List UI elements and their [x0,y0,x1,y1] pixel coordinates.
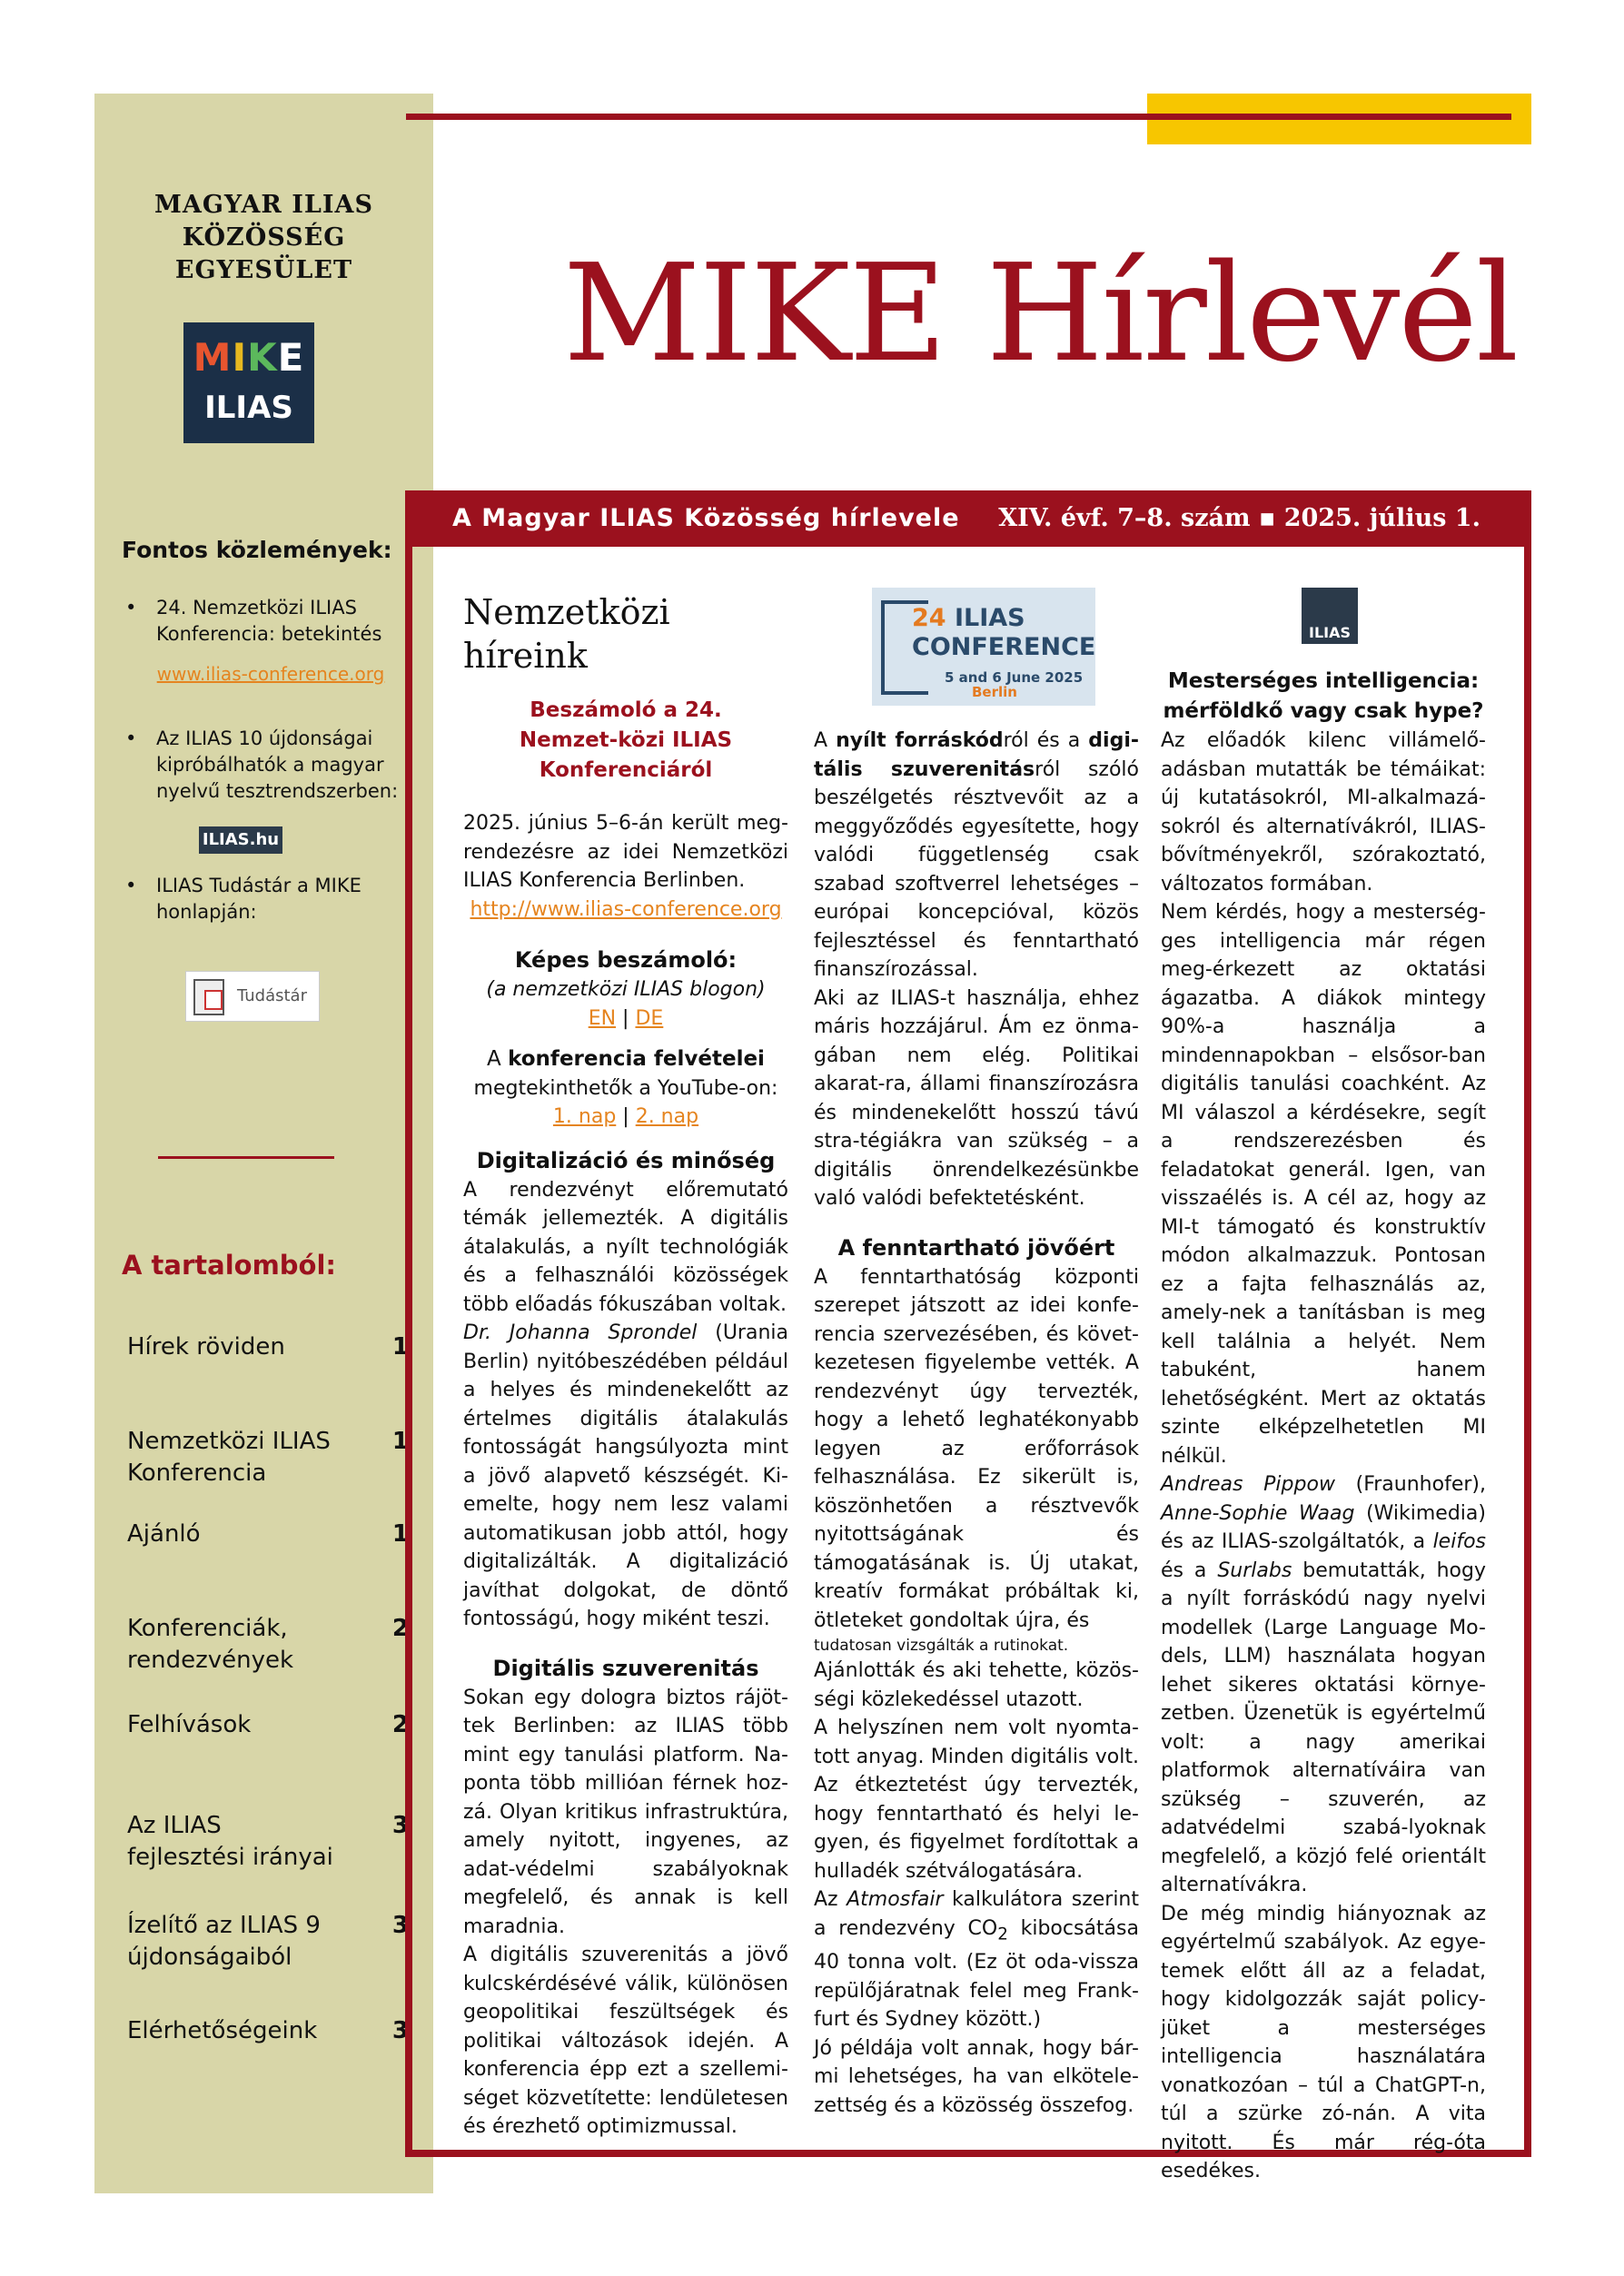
toc-item[interactable]: Elérhetőségeink 3 [127,2017,409,2044]
photo-report-heading: Képes beszámoló: [514,947,738,973]
tudastar-button[interactable]: Tudástár [185,971,320,1022]
day2-video-link[interactable]: 2. nap [635,1105,699,1128]
bullet-icon: • [125,727,137,749]
column-1: Nemzetközi híreink Beszámoló a 24. Nemzet-közi ILIAS Konferenciáról 2025. június 5–6-án került meg-rendezésre az idei Nemzetközi ILIAS Konferencia Berlinben. http://www.ilias-conference.org Képes beszámoló: (a nemzetközi ILIAS blogon) EN | DE A konferencia felvételei megtekinthetők a YouTube-on: 1. nap | 2. nap Digitalizáció és minőség A rendezvényt előremutató témák jellemezték. A digitális átalakulás, a nyílt technológiák és a felhasználói közösségek több előadás fókuszában voltak. Dr. Johanna Sprondel (Urania Berlin) nyitóbeszédében például a helyes és mindenekelőtt az értelmes digitális átalakulás fontosságát hangsúlyozta mint a jövő alapvető készségét. Ki-emelte, hogy nem lesz valami automatikusan jobb attól, hogy digitalizálták. A digitalizáció javíthat dolgokat, de döntő fontosságú, hogy miként teszi. Digitális szuverenitás Sokan egy dologra biztos rájöt-tek Berlinben: az ILIAS több mint egy tanulási platform. Na-ponta több millióan férnek hoz-zá. Olyan kritikus infrastruktúra, amely nyitott, ingyenes, az adat-védelmi szabályoknak megfelelő, és annak is kell maradnia. A digitális szuverenitás a jövő kulcskérdésévé válik, különösen geopolitikai feszültségek és politikai változások idején. A konferencia épp ezt a szellemi-séget közvetítette: lendületesen és érezhető optimizmussal. [463,592,788,2138]
sustainability-heading: A fenntartható jövőért [837,1234,1115,1261]
announcement-item: • ILIAS Tudástár a MIKE honlapján: [125,875,361,923]
toc-item[interactable]: Ízelítő az ILIAS 9 újdonságaiból 3 [127,1912,409,1971]
toc-item[interactable]: Nemzetközi ILIAS Konferencia 1 [127,1428,409,1487]
mike-ilias-logo [183,322,314,443]
ilias-conference-logo: 24 ILIAS CONFERENCE 5 and 6 June 2025 Berlin [872,588,1095,706]
toc-item[interactable]: Az ILIAS fejlesztési irányai 3 [127,1812,409,1871]
day1-video-link[interactable]: 1. nap [552,1105,617,1128]
photo-report-sub: (a nemzetközi ILIAS blogon) [486,978,766,1001]
sovereignty-heading: Digitális szuverenitás [492,1655,759,1681]
top-rule [406,114,1511,120]
bullet-icon: • [125,875,137,896]
logo-mike-text: MIKE [193,335,305,380]
toc-heading: A tartalomból: [122,1250,337,1281]
sidebar [94,94,433,2193]
knowledge-base-icon [193,979,224,1015]
announcement-item: • Az ILIAS 10 újdonságai kipróbálhatók a magyar nyelvű tesztrendszerben: [125,727,399,802]
banner-issue-info: XIV. évf. 7–8. szám ▪ 2025. július 1. [998,504,1480,532]
ai-heading: Mesterséges intelligencia: mérföldkő vagy csak hype? [1163,669,1484,723]
intro-text: 2025. június 5–6-án került meg-rendezésre az idei Nemzetközi ILIAS Konferencia Berlinben. [463,812,788,892]
org-name: MAGYAR ILIAS KÖZÖSSÉG EGYESÜLET [154,191,373,284]
recordings-text: A konferencia felvételei [487,1047,765,1071]
column-3: Mesterséges intelligencia: mérföldkő vagy csak hype? Az előadók kilenc villámelő-adásban mutatták be témáikat: új kutatásokról, MI-alkalmazá-sokról és alternatívákról, ILIAS-bővítményekről, szórakoztató, változatos formában. Nem kérdés, hogy a mesterség-ges intelligencia már régen meg-érkezett az oktatási ágazatba. A diákok mintegy 90%-a használja a mindennapokban – elsősor-ban digitális tanulási coachként. Az MI válaszol a kérdésekre, segít a rendszerezésben és feladatokat generál. Igen, van visszaélés is. A cél az, hogy az MI-t támogató és konstruktív módon alkalmazzuk. Pontosan ez a fajta felhasználás az, amely-nek a tanításban is meg kell találnia a helyét. Nem tabuként, hanem lehetőségként. Mert az oktatás szinte elképzelhetetlen MI nélkül. Andreas Pippow (Fraunhofer), Anne-Sophie Waag (Wikimedia) és az ILIAS-szolgáltatók, a leifos és a Surlabs bemutatták, hogy a nyílt forráskódú nagy nyelvi modellek (Large Language Mo-dels, LLM) használata hogyan lehet sikeres oktatási környe-zetben. Üzenetük is egyértelmű volt: a nagy amerikai platformok alternatíváira van szükség – szuverén, az adatvédelmi szabá-lyoknak megfelelő, a közjó felé orientált alternatívákra. De még mindig hiányoznak az egyértelmű szabályok. Az egye-temek előtt áll az a feladat, hogy kidolgozzák saját policy-jüket a mesterséges intelligencia használatára vonatkozóan – túl a ChatGPT-n, túl a szürke zó-nán. A vita nyitott. És már rég-óta esedékes. [1161,667,1486,2186]
divider [158,1156,334,1159]
lang-en-link[interactable]: EN [588,1006,617,1030]
section-title: Nemzetközi híreink [463,592,670,676]
toc-item[interactable]: Hírek röviden 1 [127,1333,409,1361]
announcements-heading: Fontos közlemények: [122,537,392,563]
toc-item[interactable]: Felhívások 2 [127,1711,409,1738]
logo-ilias-text: ILIAS [204,390,293,426]
toc-item[interactable]: Konferenciák, rendezvények 2 [127,1615,409,1674]
report-title: Beszámoló a 24. Nemzet-közi ILIAS Konferenciáról [519,698,733,782]
masthead-title: MIKE Hírlevél [563,235,1518,391]
column-2: A nyílt forráskódról és a digi-tális szuverenitásról szóló beszélgetés résztvevőit az a meggyőződés egyesítette, hogy valódi függetlenség csak szabad szoftverrel lehetséges – európai koncepcióval, közös fejlesztéssel és fenntartható finanszírozással. Aki az ILIAS-t használja, ehhez máris hozzájárul. Ám ez önma-gában nem elég. Politikai akarat-ra, állami finanszírozásra és mindenekelőtt hosszú távú stra-tégiákra van szükség – a digitális önrendelkezésünkbe való valódi befektetésként. A fenntartható jövőért A fenntarthatóság központi szerepet játszott az idei konfe-rencia szervezésében, és követ-kezetesen figyelembe vették. A rendezvényt úgy tervezték, hogy a lehető leghatékonyabb legyen az erőforrások felhasználása. Ez sikerült is, köszönhetően a résztvevők nyitottságának és támogatásának is. Új utakat, kreatív formákat próbáltak ki, ötleteket gondoltak újra, és tudatosan vizsgálták a rutinokat. Ajánlották és aki tehette, közös-ségi közlekedéssel utazott. A helyszínen nem volt nyomta-tott anyag. Minden digitális volt. Az étkeztetést úgy tervezték, hogy fenntartható és helyi le-gyen, és figyelmet fordítottak a hulladék szétválogatására. Az Atmosfair kalkulátora szerint a rendezvény $CO_2$ kibocsátása 40 tonna volt. (Ez öt oda-vissza repülőjáratnak felel meg Frank-furt és Sydney között.) Jó példája volt annak, hogy bár-mi lehetséges, ha van elkötele-zettség és a közösség összefog. [814,729,1140,2117]
issue-banner [405,490,1531,547]
conference-link[interactable]: www.ilias-conference.org [156,663,385,685]
conference-url-link[interactable]: http://www.ilias-conference.org [470,897,782,921]
digitalization-heading: Digitalizáció és minőség [476,1147,776,1173]
ilias-logo: ILIAS [1302,588,1358,644]
toc-item[interactable]: Ajánló 1 [127,1520,409,1548]
lang-de-link[interactable]: DE [635,1006,664,1030]
banner-subtitle: A Magyar ILIAS Közösség hírlevele [452,504,960,532]
ilias-hu-badge[interactable]: ILIAS.hu [199,826,282,854]
announcement-item: • 24. Nemzetközi ILIAS Konferencia: betekintés [125,597,382,645]
bullet-icon: • [125,597,137,618]
